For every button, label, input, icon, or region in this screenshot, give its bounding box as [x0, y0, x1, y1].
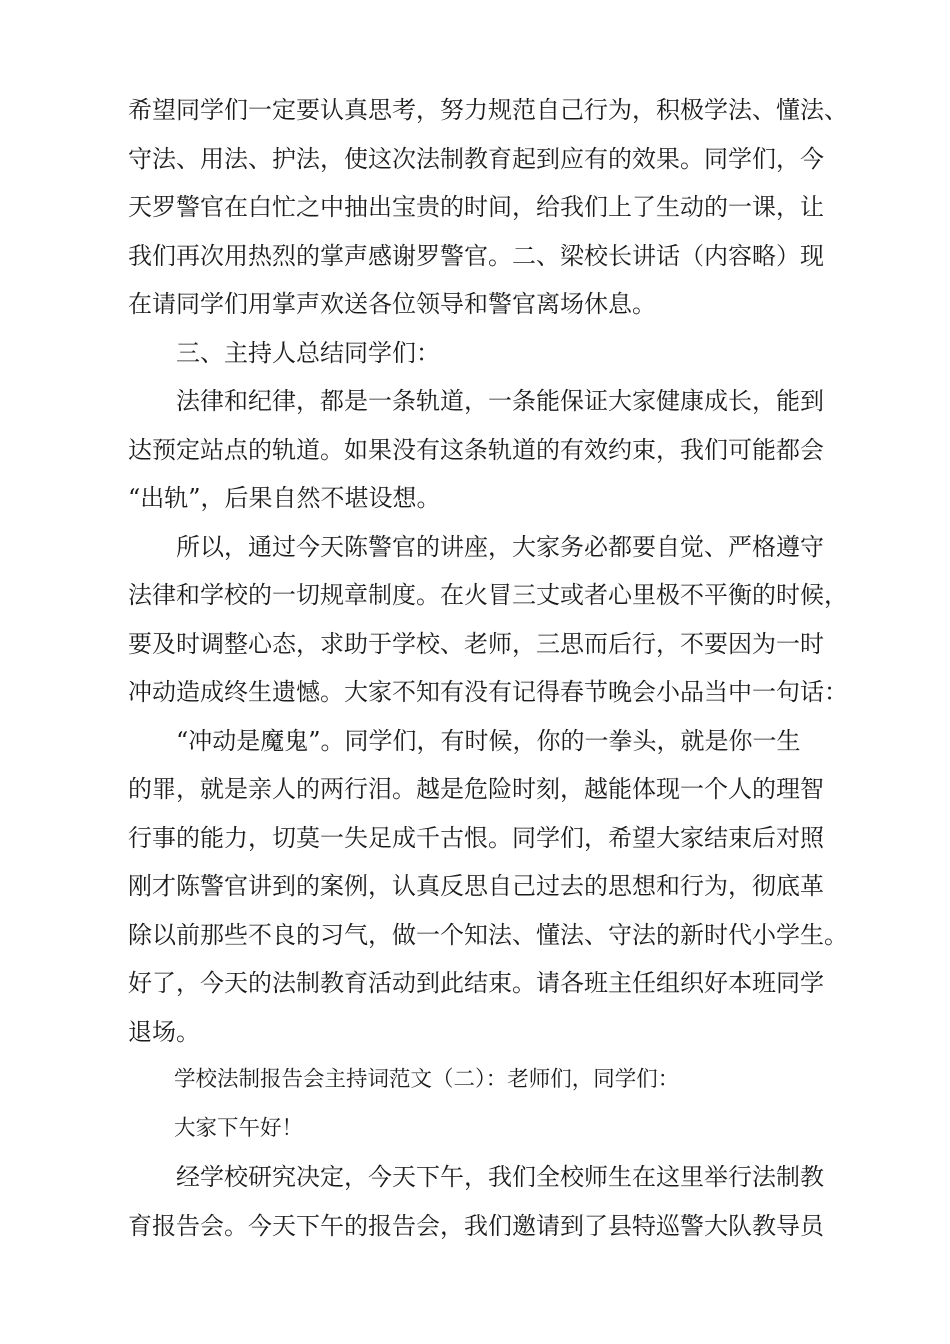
- text-line: 在请同学们用掌声欢送各位领导和警官离场休息。: [128, 290, 656, 318]
- greeting-line: 大家下午好！: [174, 1115, 304, 1141]
- text-line: 刚才陈警官讲到的案例，认真反思自己过去的思想和行为，彻底革: [128, 872, 824, 900]
- section-heading-summary: 三、主持人总结同学们：: [176, 338, 440, 367]
- text-line: 除以前那些不良的习气，做一个知法、懂法、守法的新时代小学生。: [128, 920, 848, 949]
- text-line: 育报告会。今天下午的报告会，我们邀请到了县特巡警大队教导员: [128, 1211, 824, 1240]
- text-line: 的罪，就是亲人的两行泪。越是危险时刻，越能体现一个人的理智: [128, 775, 824, 803]
- text-line: 希望同学们一定要认真思考，努力规范自己行为，积极学法、懂法、: [128, 96, 848, 124]
- text-line: 要及时调整心态，求助于学校、老师，三思而后行，不要因为一时: [128, 629, 824, 658]
- text-line: 行事的能力，切莫一失足成千古恨。同学们，希望大家结束后对照: [128, 823, 824, 852]
- text-line: 守法、用法、护法，使这次法制教育起到应有的效果。同学们，今: [128, 144, 824, 173]
- text-line: 所以，通过今天陈警官的讲座，大家务必都要自觉、严格遵守: [176, 532, 824, 561]
- text-line: 经学校研究决定，今天下午，我们全校师生在这里举行法制教: [176, 1163, 824, 1191]
- section-heading-example-two: 学校法制报告会主持词范文（二）：老师们，同学们：: [174, 1067, 680, 1092]
- text-line: “出轨”，后果自然不堪设想。: [128, 484, 441, 512]
- text-line: 天罗警官在白忙之中抽出宝贵的时间，给我们上了生动的一课，让: [128, 193, 824, 221]
- document-body: [128, 86, 848, 1250]
- text-line: 好了，今天的法制教育活动到此结束。请各班主任组织好本班同学: [128, 969, 824, 997]
- text-line: 法律和学校的一切规章制度。在火冒三丈或者心里极不平衡的时候，: [128, 581, 848, 609]
- text-line: 我们再次用热烈的掌声感谢罗警官。二、梁校长讲话（内容略）现: [128, 241, 824, 270]
- text-line: 法律和纪律，都是一条轨道，一条能保证大家健康成长，能到: [176, 387, 824, 415]
- text-line: 冲动造成终生遗憾。大家不知有没有记得春节晚会小品当中一句话：: [128, 678, 848, 706]
- text-line: 退场。: [128, 1017, 200, 1046]
- text-line: 达预定站点的轨道。如果没有这条轨道的有效约束，我们可能都会: [128, 435, 824, 464]
- text-line: “冲动是魔鬼”。同学们，有时候，你的一拳头，就是你一生: [176, 726, 801, 755]
